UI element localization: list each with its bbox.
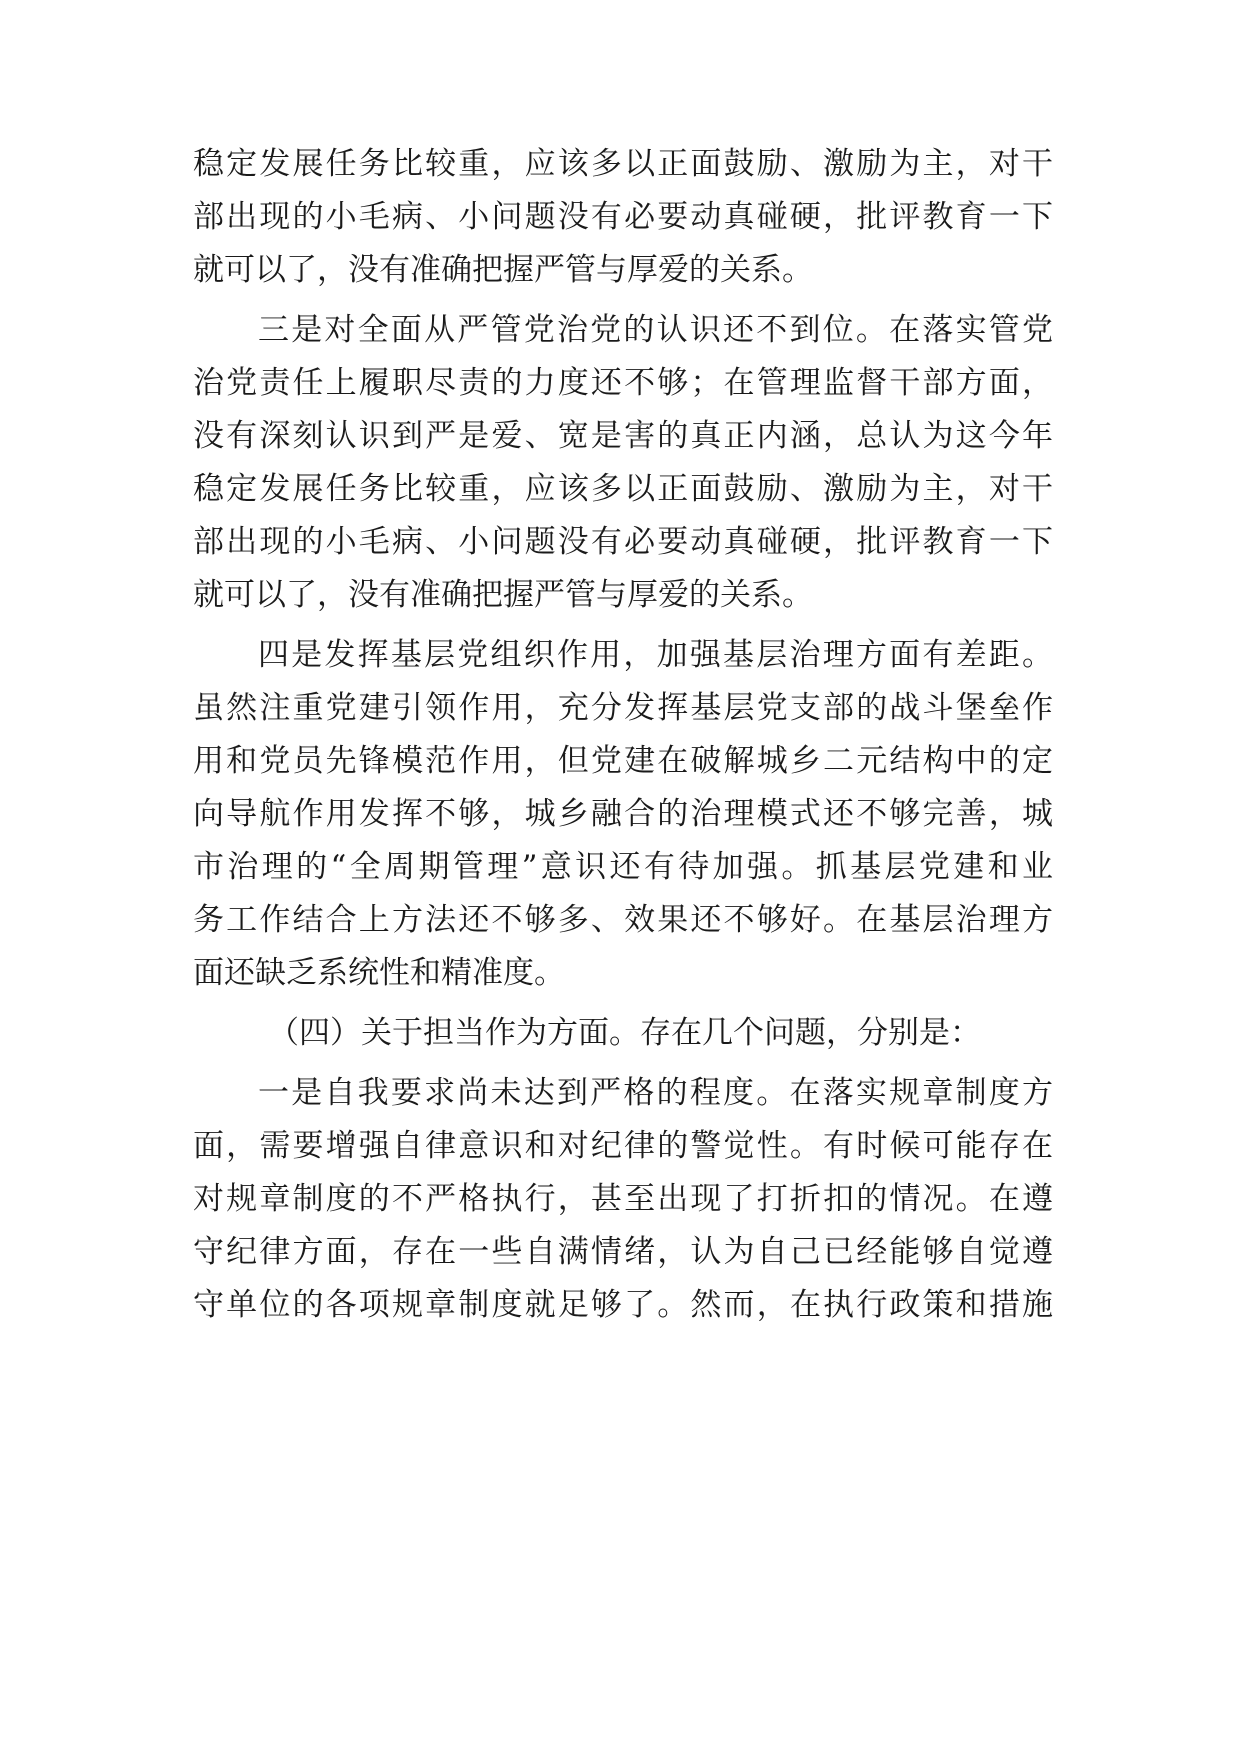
text-line: 面，需要增强自律意识和对纪律的警觉性。有时候可能存在 [193,1128,1053,1164]
text-line: 就可以了，没有准确把握严管与厚爱的关系。 [193,577,813,613]
text-line: 稳定发展任务比较重，应该多以正面鼓励、激励为主，对干 [193,471,1053,507]
text-line: 向导航作用发挥不够，城乡融合的治理模式还不够完善，城 [193,796,1053,832]
text-line: 就可以了，没有准确把握严管与厚爱的关系。 [193,252,813,288]
text-line: 稳定发展任务比较重，应该多以正面鼓励、激励为主，对干 [193,146,1053,182]
text-line: 面还缺乏系统性和精准度。 [193,955,565,991]
text-line: 务工作结合上方法还不够多、效果还不够好。在基层治理方 [193,902,1053,938]
text-line: 虽然注重党建引领作用，充分发挥基层党支部的战斗堡垒作 [193,690,1053,726]
text-line: 部出现的小毛病、小问题没有必要动真碰硬，批评教育一下 [193,199,1053,235]
text-line: 市治理的“全周期管理”意识还有待加强。抓基层党建和业 [193,849,1053,885]
text-line: 对规章制度的不严格执行，甚至出现了打折扣的情况。在遵 [193,1181,1053,1217]
paragraph-start-line: 一是自我要求尚未达到严格的程度。在落实规章制度方 [258,1075,1053,1111]
text-line: 守纪律方面，存在一些自满情绪，认为自己已经能够自觉遵 [193,1234,1053,1270]
paragraph-start-line: 四是发挥基层党组织作用，加强基层治理方面有差距。 [258,637,1053,673]
text-line: 没有深刻认识到严是爱、宽是害的真正内涵，总认为这今年 [193,418,1053,454]
paragraph-start-line: 三是对全面从严管党治党的认识还不到位。在落实管党 [258,312,1053,348]
text-line: 用和党员先锋模范作用，但党建在破解城乡二元结构中的定 [193,743,1053,779]
text-line: 治党责任上履职尽责的力度还不够；在管理监督干部方面， [193,365,1053,401]
text-line: 守单位的各项规章制度就足够了。然而，在执行政策和措施 [193,1287,1053,1323]
section-heading: （四）关于担当作为方面。存在几个问题，分别是： [268,1015,981,1051]
text-line: 部出现的小毛病、小问题没有必要动真碰硬，批评教育一下 [193,524,1053,560]
